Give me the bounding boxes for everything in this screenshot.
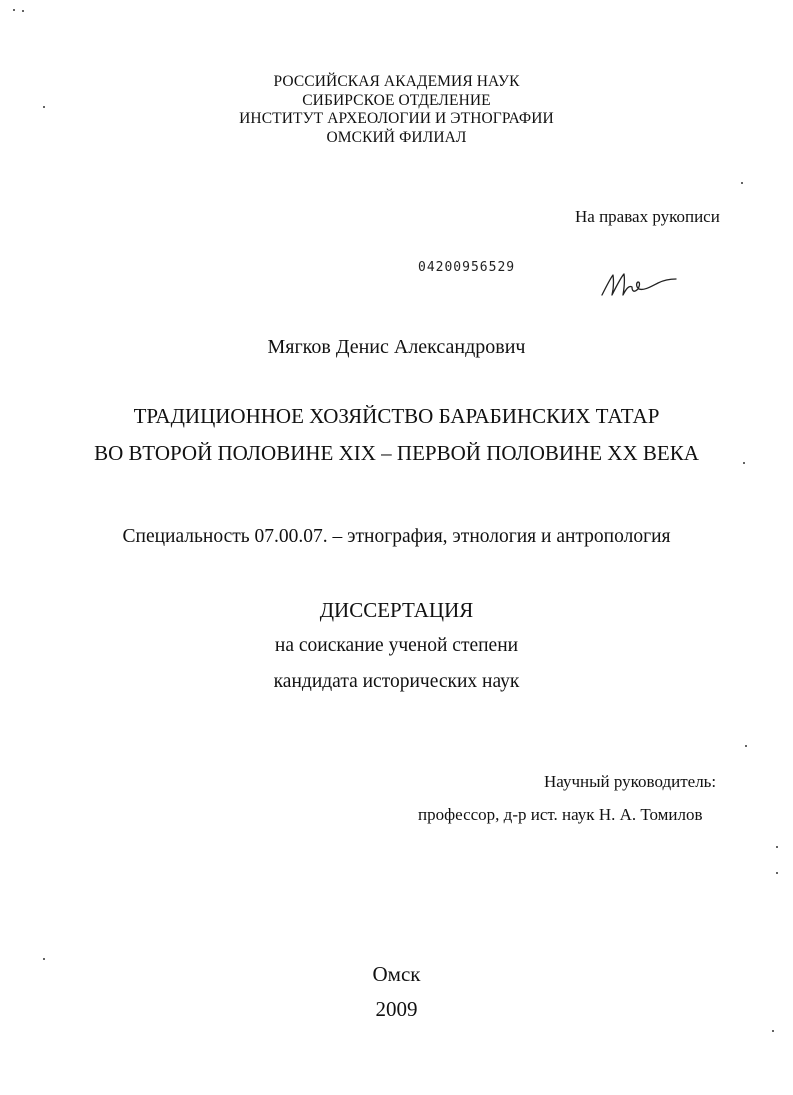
scan-speck [776,872,778,874]
scan-speck [743,462,745,464]
degree-line-1: на соискание ученой степени [274,635,519,656]
city: Омск [372,962,421,986]
scan-speck [22,10,24,12]
scan-speck [43,106,45,108]
header-branch: СИБИРСКОЕ ОТДЕЛЕНИЕ [302,92,491,109]
registration-number: 04200956529 [418,260,516,275]
scan-speck [13,9,15,11]
scan-speck [43,958,45,960]
scan-speck [741,182,743,184]
header-filial: ОМСКИЙ ФИЛИАЛ [326,129,467,146]
supervisor-name: профессор, д-р ист. наук Н. А. Томилов [418,805,703,824]
header-academy: РОССИЙСКАЯ АКАДЕМИЯ НАУК [273,73,520,90]
degree-line-2: кандидата исторических наук [273,671,520,692]
header-institute: ИНСТИТУТ АРХЕОЛОГИИ И ЭТНОГРАФИИ [239,110,554,127]
year: 2009 [375,997,418,1021]
author-name: Мягков Денис Александрович [267,336,526,358]
specialty: Специальность 07.00.07. – этнография, этнология и антропология [122,526,671,547]
signature-mark [596,265,680,305]
document-type: ДИССЕРТАЦИЯ [319,598,474,622]
rights-note: На правах рукописи [575,207,720,226]
supervisor-label: Научный руководитель: [544,772,717,791]
scan-speck [776,846,778,848]
scan-speck [772,1030,774,1032]
dissertation-title-line-1: ТРАДИЦИОННОЕ ХОЗЯЙСТВО БАРАБИНСКИХ ТАТАР [133,404,660,428]
scan-speck [745,745,747,747]
dissertation-title-line-2: ВО ВТОРОЙ ПОЛОВИНЕ XIX – ПЕРВОЙ ПОЛОВИНЕ XX ВЕКА [94,441,699,465]
